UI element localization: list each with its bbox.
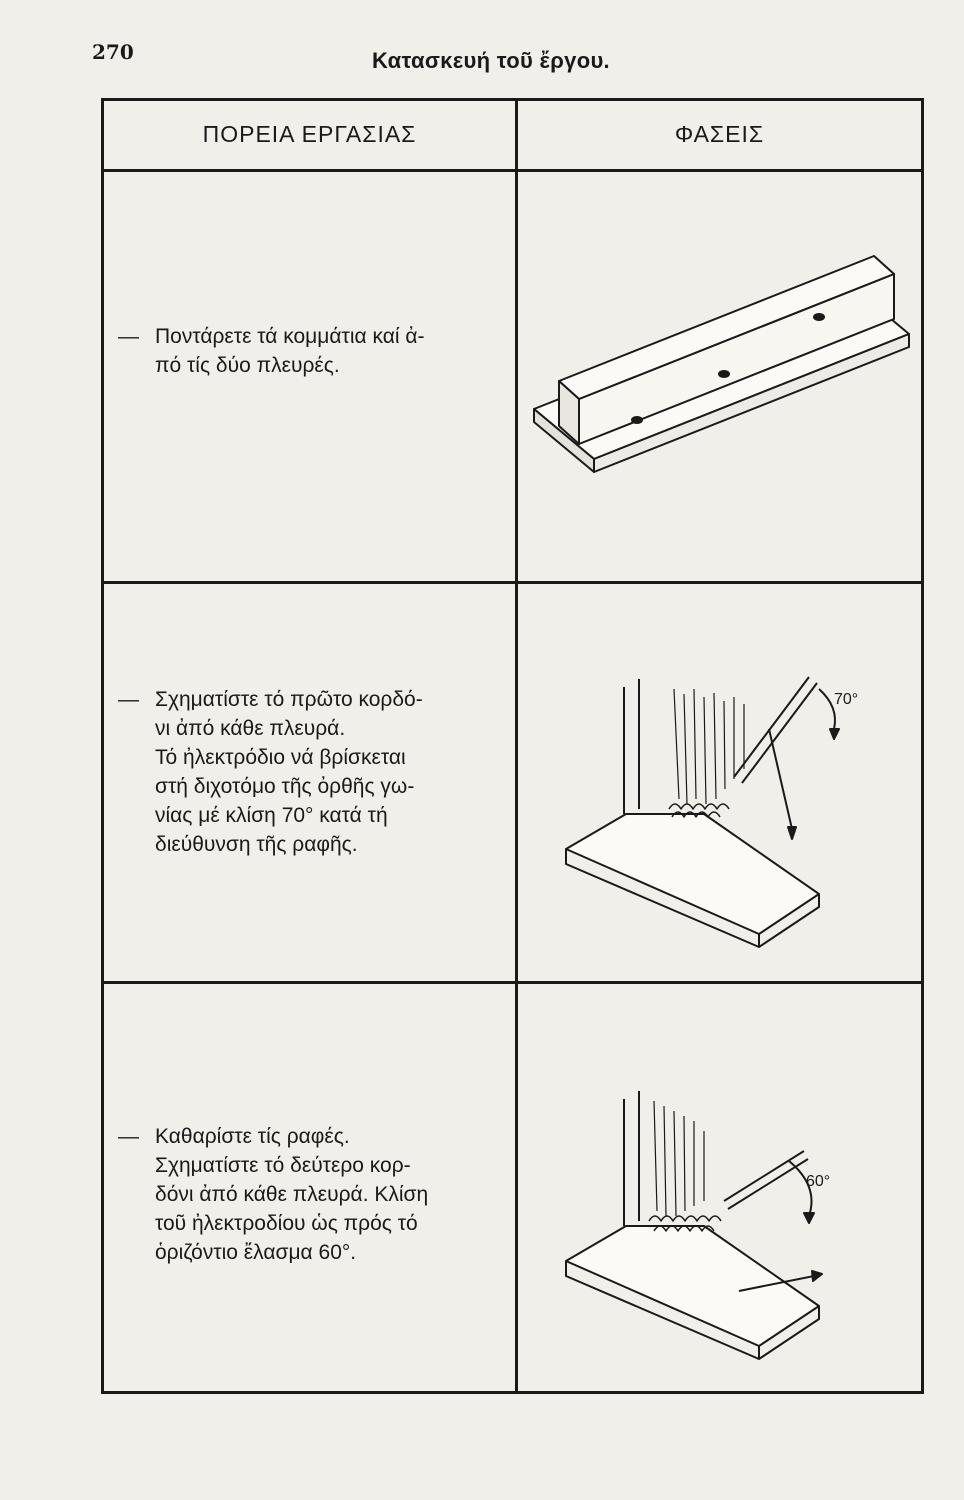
- angle-label-60: 60°: [806, 1173, 831, 1190]
- tack-weld-figure: [524, 229, 919, 479]
- step-line: νι ἀπό κάθε πλευρά.: [155, 717, 346, 740]
- running-title: Κατασκευή τοῦ ἔργου.: [372, 48, 610, 73]
- step-line: Σχηματίστε τό δεύτερο κορ-: [155, 1154, 411, 1177]
- step-line: διεύθυνση τῆς ραφῆς.: [155, 833, 358, 856]
- column-header-procedure: ΠΟΡΕΙΑ ΕΡΓΑΣΙΑΣ: [202, 121, 417, 147]
- step-text-2: [118, 685, 508, 859]
- step-line: πό τίς δύο πλευρές.: [155, 354, 340, 377]
- step-line: ὁριζόντιο ἔλασμα 60°.: [155, 1241, 357, 1264]
- step-dash: —: [118, 1125, 139, 1148]
- step-line: Σχηματίστε τό πρῶτο κορδό-: [155, 688, 423, 711]
- step-text-1: [118, 322, 508, 380]
- column-header-phases: ΦΑΣΕΙΣ: [674, 121, 765, 147]
- step-dash: —: [118, 325, 139, 348]
- step-dash: —: [118, 688, 139, 711]
- step-line: δόνι ἀπό κάθε πλευρά. Κλίση: [155, 1183, 429, 1206]
- step-line: τοῦ ἠλεκτροδίου ὡς πρός τό: [155, 1212, 418, 1235]
- first-bead-figure: [544, 649, 914, 949]
- step-line: Καθαρίστε τίς ραφές.: [155, 1125, 350, 1148]
- header-divider: [104, 169, 921, 172]
- step-line: Ποντάρετε τά κομμάτια καί ἀ-: [155, 325, 425, 348]
- column-divider: [515, 101, 518, 1391]
- step-line: Τό ἠλεκτρόδιο νά βρίσκεται: [155, 746, 406, 769]
- procedure-table: [101, 98, 924, 1394]
- row-divider: [104, 581, 921, 584]
- step-line: στή διχοτόμο τῆς ὀρθῆς γω-: [155, 775, 415, 798]
- angle-label-70: 70°: [834, 691, 859, 708]
- step-text-3: [118, 1122, 508, 1267]
- second-bead-figure: [544, 1061, 914, 1371]
- row-divider: [104, 981, 921, 984]
- page-number: 270: [92, 40, 134, 64]
- step-line: νίας μέ κλίση 70° κατά τή: [155, 804, 388, 827]
